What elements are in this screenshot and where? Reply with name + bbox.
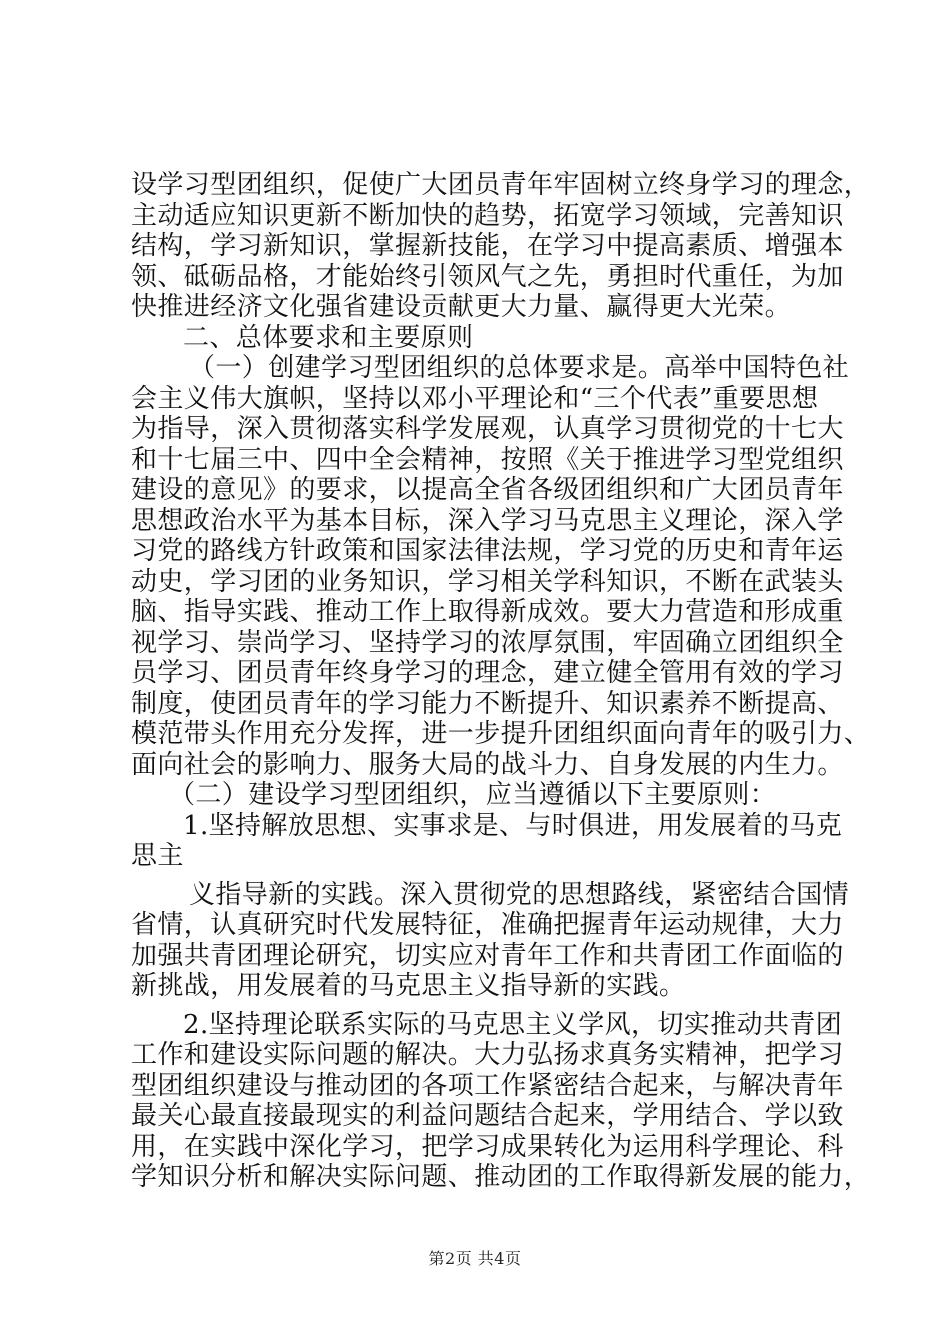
text-line: 为指导，深入贯彻落实科学发展观，认真学习贯彻党的十七大 xyxy=(131,414,844,444)
text-line: 领、砥砺品格，才能始终引领风气之先，勇担时代重任，为加 xyxy=(131,261,844,292)
text-line: 1.坚持解放思想、实事求是、与时俱进，用发展着的马克 xyxy=(183,810,843,841)
page-footer: 第2页 共4页 xyxy=(428,1249,522,1268)
text-line: 结构，学习新知识，掌握新技能，在学习中提高素质、增强本 xyxy=(131,231,844,261)
text-line: 加强共青团理论研究，切实应对青年工作和共青团工作面临的 xyxy=(131,940,844,971)
paragraph-gap xyxy=(131,1002,831,1010)
text-line: 模范带头作用充分发挥，进一步提升团组织面向青年的吸引力、 xyxy=(131,719,871,749)
text-line: 和十七届三中、四中全会精神，按照《关于推进学习型党组织 xyxy=(131,444,844,475)
text-line: 会主义伟大旗帜，坚持以邓小平理论和“三个代表”重要思想 xyxy=(131,383,819,414)
text-line: 视学习、崇尚学习、坚持学习的浓厚氛围，牢固确立团组织全 xyxy=(131,627,844,658)
text-line: 思想政治水平为基本目标，深入学习马克思主义理论，深入学 xyxy=(131,505,844,536)
paragraph-gap xyxy=(131,872,831,880)
text-line: 2.坚持理论联系实际的马克思主义学风，切实推动共青团 xyxy=(183,1009,843,1040)
text-line: 习党的路线方针政策和国家法律法规，学习党的历史和青年运 xyxy=(131,536,844,566)
document-body xyxy=(131,170,871,1193)
text-line: 制度，使团员青年的学习能力不断提升、知识素养不断提高、 xyxy=(131,688,844,719)
text-line: 动史，学习团的业务知识，学习相关学科知识，不断在武装头 xyxy=(131,566,844,597)
text-line: 设学习型团组织，促使广大团员青年牢固树立终身学习的理念， xyxy=(131,170,871,200)
text-line: 主动适应知识更新不断加快的趋势，拓宽学习领域，完善知识 xyxy=(131,200,844,231)
text-line: 面向社会的影响力、服务大局的战斗力、自身发展的内生力。 xyxy=(131,749,844,780)
text-line: 快推进经济文化强省建设贡献更大力量、赢得更大光荣。 xyxy=(131,292,792,322)
text-line: 二、总体要求和主要原则 xyxy=(183,322,474,353)
text-line: 义指导新的实践。深入贯彻党的思想路线，紧密结合国情 xyxy=(189,879,850,910)
text-line: 学知识分析和解决实际问题、推动团的工作取得新发展的能力， xyxy=(131,1162,871,1192)
text-line: （二）建设学习型团组织，应当遵循以下主要原则： xyxy=(169,780,777,810)
text-line: （一）创建学习型团组织的总体要求是。高举中国特色社 xyxy=(189,353,850,383)
text-line: 新挑战，用发展着的马克思主义指导新的实践。 xyxy=(131,971,686,1001)
text-line: 建设的意见》的要求，以提高全省各级团组织和广大团员青年 xyxy=(131,475,844,505)
text-line: 用，在实践中深化学习，把学习成果转化为运用科学理论、科 xyxy=(131,1131,844,1162)
text-line: 最关心最直接最现实的利益问题结合起来，学用结合、学以致 xyxy=(131,1101,844,1131)
text-line: 型团组织建设与推动团的各项工作紧密结合起来，与解决青年 xyxy=(131,1070,844,1101)
text-line: 省情，认真研究时代发展特征，准确把握青年运动规律，大力 xyxy=(131,910,844,940)
text-line: 思主 xyxy=(131,841,184,871)
text-line: 员学习、团员青年终身学习的理念，建立健全管用有效的学习 xyxy=(131,658,844,688)
text-line: 脑、指导实践、推动工作上取得新成效。要大力营造和形成重 xyxy=(131,597,844,627)
text-line: 工作和建设实际问题的解决。大力弘扬求真务实精神，把学习 xyxy=(131,1040,844,1070)
